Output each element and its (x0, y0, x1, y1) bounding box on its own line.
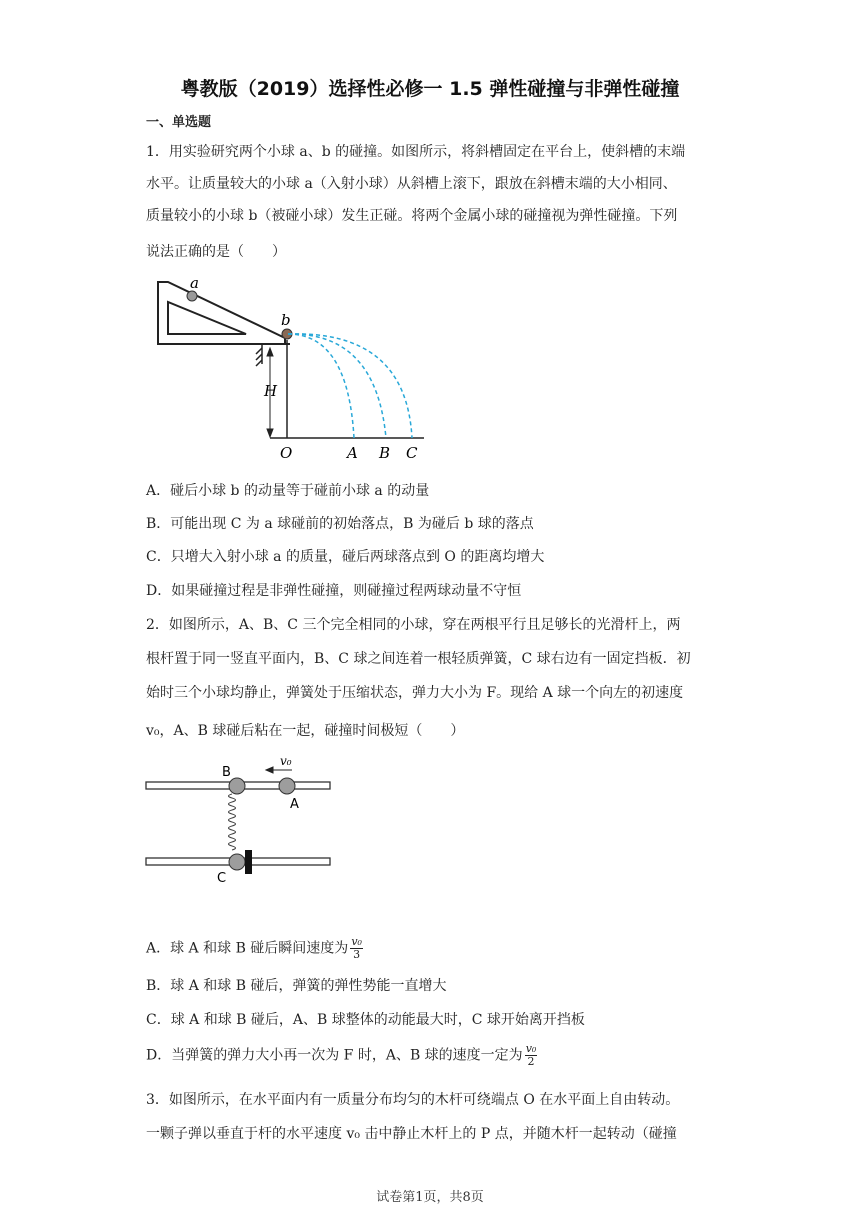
label-ball-A: A (290, 797, 299, 812)
q2-option-c: C．球 A 和球 B 碰后，A、B 球整体的动能最大时，C 球开始离开挡板 (146, 1012, 585, 1028)
q2-option-a-text: A．球 A 和球 B 碰后瞬间速度为 (146, 940, 349, 957)
fraction-numerator: v₀ (351, 935, 362, 948)
section-heading: 一、单选题 (146, 115, 212, 130)
fraction-v0-over-3 (350, 936, 363, 961)
q1-line-1: 1．用实验研究两个小球 a、b 的碰撞。如图所示，将斜槽固定在平台上，使斜槽的末端 (146, 144, 686, 160)
q1-figure (150, 272, 440, 468)
q1-line-4: 说法正确的是（ ） (146, 244, 286, 260)
label-a: a (190, 274, 199, 292)
rods (146, 782, 330, 865)
ball-C (229, 854, 245, 870)
label-B: B (379, 444, 391, 462)
q3-line-2: 一颗子弹以垂直于杆的水平速度 v₀ 击中静止木杆上的 P 点，并随木杆一起转动（碰撞 (146, 1126, 677, 1142)
q2-line-1: 2．如图所示，A、B、C 三个完全相同的小球，穿在两根平行且足够长的光滑杆上，两 (146, 617, 681, 633)
label-ball-C: C (217, 871, 227, 886)
ball-B (229, 778, 245, 794)
page-footer: 试卷第1页，共8页 (376, 1190, 484, 1205)
label-b: b (281, 311, 291, 329)
incline-ramp (158, 282, 285, 344)
q2-option-a (146, 936, 363, 961)
fraction-numerator: v₀ (525, 1042, 537, 1055)
q2-figure (144, 752, 336, 886)
label-A: A (347, 444, 358, 462)
fraction-denominator: 2 (527, 1055, 535, 1068)
q1-line-2: 水平。让质量较大的小球 a（入射小球）从斜槽上滚下，跟放在斜槽末端的大小相同、 (146, 176, 677, 192)
ball-A (279, 778, 295, 794)
label-v0: v₀ (280, 754, 292, 768)
page-title: 粤教版（2019）选择性必修一 1.5 弹性碰撞与非弹性碰撞 (180, 78, 680, 100)
q2-line-4: v₀，A、B 球碰后粘在一起，碰撞时间极短（ ） (146, 723, 465, 739)
label-O: O (280, 444, 293, 462)
q1-option-a: A．碰后小球 b 的动量等于碰前小球 a 的动量 (146, 483, 430, 499)
q1-option-d: D．如果碰撞过程是非弹性碰撞，则碰撞过程两球动量不守恒 (146, 583, 522, 599)
ball-a (187, 291, 197, 301)
q2-line-3: 始时三个小球均静止，弹簧处于压缩状态，弹力大小为 F。现给 A 球一个向左的初速度 (146, 685, 684, 701)
spring (229, 794, 236, 850)
label-C: C (406, 444, 418, 462)
fixed-baffle (245, 850, 252, 874)
q2-option-b: B．球 A 和球 B 碰后，弹簧的弹性势能一直增大 (146, 978, 447, 994)
fraction-denominator: 3 (353, 948, 361, 961)
label-H: H (264, 382, 278, 400)
trajectories (288, 334, 412, 438)
q1-option-b: B．可能出现 C 为 a 球碰前的初始落点，B 为碰后 b 球的落点 (146, 516, 534, 532)
q1-line-3: 质量较小的小球 b（被碰小球）发生正碰。将两个金属小球的碰撞视为弹性碰撞。下列 (146, 208, 678, 224)
q3-line-1: 3．如图所示，在水平面内有一质量分布均匀的木杆可绕端点 O 在水平面上自由转动。 (146, 1092, 680, 1108)
fraction-v0-over-2 (525, 1043, 538, 1068)
q2-option-d (146, 1043, 537, 1068)
q2-line-2: 根杆置于同一竖直平面内，B、C 球之间连着一根轻质弹簧，C 球右边有一固定挡板．初 (146, 651, 691, 667)
q2-option-d-text: D．当弹簧的弹力大小再一次为 F 时，A、B 球的速度一定为 (146, 1047, 523, 1064)
q1-option-c: C．只增大入射小球 a 的质量，碰后两球落点到 O 的距离均增大 (146, 549, 545, 565)
label-ball-B: B (222, 765, 231, 780)
